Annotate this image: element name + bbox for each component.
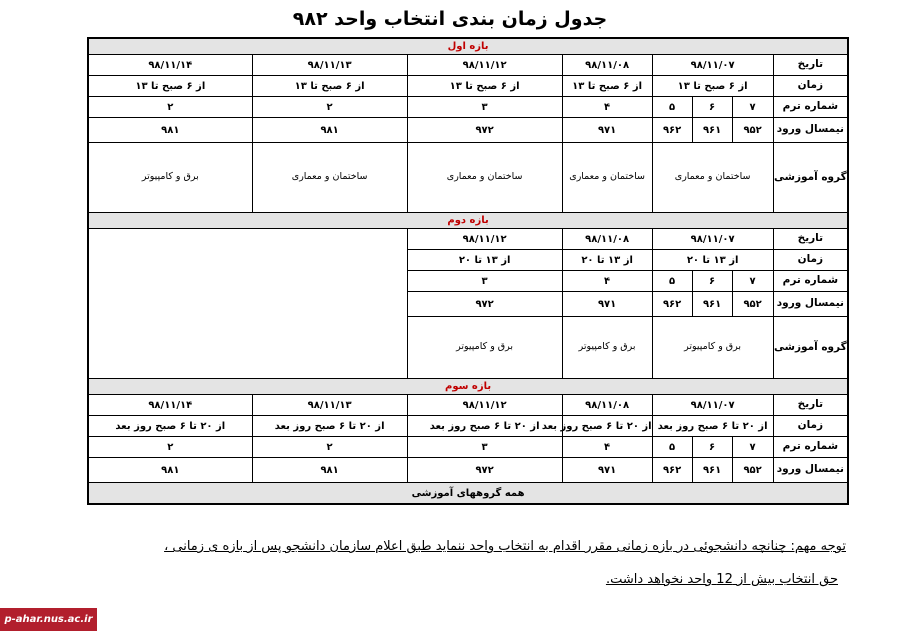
date-cell: ۹۸/۱۱/۰۷ — [652, 55, 773, 76]
term-cell: ۴ — [562, 437, 652, 458]
entry-cell: ۹۶۱ — [692, 292, 732, 317]
term-cell: ۲ — [88, 437, 252, 458]
time-cell: از ۲۰ تا ۶ صبح روز بعد — [252, 416, 407, 437]
term-cell: ۲ — [88, 97, 252, 118]
all-groups-cell: همه گروههای آموزشی — [88, 483, 848, 505]
group-cell: ساختمان و معماری — [252, 143, 407, 213]
group-label: گروه آموزشی — [773, 143, 848, 213]
important-note-line1: توجه مهم: چنانچه دانشجوئی در بازه زمانی مقرر اقدام به انتخاب واحد ننماید طبق اعلام سازمان دانشجو پس از بازه ی زمانی ، — [164, 539, 846, 554]
time-label: زمان — [773, 416, 848, 437]
date-cell: ۹۸/۱۱/۱۴ — [88, 55, 252, 76]
entry-cell: ۹۵۲ — [732, 118, 773, 143]
period1-date-row — [88, 55, 848, 76]
entry-cell: ۹۶۲ — [652, 118, 692, 143]
time-cell: از ۶ صبح تا ۱۳ — [407, 76, 562, 97]
period3-date-row — [88, 395, 848, 416]
empty-area — [88, 229, 407, 379]
period3-header-row — [88, 379, 848, 395]
important-note-line2: حق انتخاب بیش از 12 واحد نخواهد داشت. — [605, 572, 838, 587]
term-cell: ۳ — [407, 437, 562, 458]
date-cell: ۹۸/۱۱/۱۴ — [88, 395, 252, 416]
time-label: زمان — [773, 76, 848, 97]
period1-term-row — [88, 97, 848, 118]
entry-cell: ۹۷۲ — [407, 458, 562, 483]
date-cell: ۹۸/۱۱/۰۸ — [562, 55, 652, 76]
entry-cell: ۹۶۱ — [692, 118, 732, 143]
group-cell: ساختمان و معماری — [562, 143, 652, 213]
period3-entry-row — [88, 458, 848, 483]
term-cell: ۵ — [652, 437, 692, 458]
schedule-table — [87, 37, 849, 505]
period2-header-row — [88, 213, 848, 229]
date-cell: ۹۸/۱۱/۰۷ — [652, 395, 773, 416]
entry-cell: ۹۶۱ — [692, 458, 732, 483]
term-cell: ۲ — [252, 437, 407, 458]
time-cell: از ۱۳ تا ۲۰ — [407, 250, 562, 271]
term-cell: ۴ — [562, 97, 652, 118]
entry-cell: ۹۶۲ — [652, 458, 692, 483]
period3-footer-row — [88, 483, 848, 505]
period1-header: بازه اول — [88, 38, 848, 55]
term-cell: ۳ — [407, 97, 562, 118]
period1-entry-row — [88, 118, 848, 143]
entry-cell: ۹۷۱ — [562, 118, 652, 143]
period1-time-row — [88, 76, 848, 97]
entry-cell: ۹۵۲ — [732, 292, 773, 317]
entry-cell: ۹۸۱ — [252, 118, 407, 143]
term-cell: ۳ — [407, 271, 562, 292]
date-cell: ۹۸/۱۱/۱۲ — [407, 395, 562, 416]
period3-time-row — [88, 416, 848, 437]
term-cell: ۶ — [692, 271, 732, 292]
date-label: تاریخ — [773, 55, 848, 76]
term-cell: ۶ — [692, 437, 732, 458]
time-cell: از ۲۰ تا ۶ صبح روز بعد — [562, 416, 652, 437]
time-cell: از ۲۰ تا ۶ صبح روز بعد — [88, 416, 252, 437]
term-cell: ۷ — [732, 437, 773, 458]
site-watermark-badge: p-ahar.nus.ac.ir — [0, 608, 97, 631]
period3-header: بازه سوم — [88, 379, 848, 395]
time-cell: از ۱۳ تا ۲۰ — [652, 250, 773, 271]
group-label: گروه آموزشی — [773, 317, 848, 379]
time-cell: از ۶ صبح تا ۱۳ — [252, 76, 407, 97]
period2-header: بازه دوم — [88, 213, 848, 229]
period3-term-row — [88, 437, 848, 458]
period2-date-row — [88, 229, 848, 250]
entry-cell: ۹۷۲ — [407, 292, 562, 317]
term-cell: ۲ — [252, 97, 407, 118]
group-cell: برق و کامپیوتر — [88, 143, 252, 213]
period1-header-row — [88, 38, 848, 55]
time-cell: از ۲۰ تا ۶ صبح روز بعد — [652, 416, 773, 437]
date-label: تاریخ — [773, 395, 848, 416]
time-cell: از ۲۰ تا ۶ صبح روز بعد — [407, 416, 562, 437]
entry-cell: ۹۷۱ — [562, 292, 652, 317]
time-cell: از ۶ صبح تا ۱۳ — [652, 76, 773, 97]
date-cell: ۹۸/۱۱/۱۳ — [252, 55, 407, 76]
date-cell: ۹۸/۱۱/۱۳ — [252, 395, 407, 416]
date-cell: ۹۸/۱۱/۱۲ — [407, 55, 562, 76]
group-cell: ساختمان و معماری — [652, 143, 773, 213]
date-cell: ۹۸/۱۱/۰۷ — [652, 229, 773, 250]
entry-cell: ۹۸۱ — [252, 458, 407, 483]
date-cell: ۹۸/۱۱/۱۲ — [407, 229, 562, 250]
time-cell: از ۱۳ تا ۲۰ — [562, 250, 652, 271]
term-label: شماره ترم — [773, 97, 848, 118]
period1-group-row — [88, 143, 848, 213]
term-cell: ۵ — [652, 97, 692, 118]
date-cell: ۹۸/۱۱/۰۸ — [562, 395, 652, 416]
group-cell: ساختمان و معماری — [407, 143, 562, 213]
entry-cell: ۹۷۲ — [407, 118, 562, 143]
entry-label: نیمسال ورود — [773, 292, 848, 317]
time-cell: از ۶ صبح تا ۱۳ — [88, 76, 252, 97]
term-cell: ۴ — [562, 271, 652, 292]
group-cell: برق و کامپیوتر — [407, 317, 562, 379]
date-cell: ۹۸/۱۱/۰۸ — [562, 229, 652, 250]
group-cell: برق و کامپیوتر — [562, 317, 652, 379]
entry-label: نیمسال ورود — [773, 458, 848, 483]
term-cell: ۷ — [732, 97, 773, 118]
term-label: شماره ترم — [773, 271, 848, 292]
term-cell: ۵ — [652, 271, 692, 292]
entry-cell: ۹۵۲ — [732, 458, 773, 483]
entry-cell: ۹۸۱ — [88, 118, 252, 143]
page-title: جدول زمان بندی انتخاب واحد ۹۸۲ — [292, 8, 608, 30]
entry-cell: ۹۸۱ — [88, 458, 252, 483]
term-cell: ۷ — [732, 271, 773, 292]
entry-label: نیمسال ورود — [773, 118, 848, 143]
term-label: شماره ترم — [773, 437, 848, 458]
date-label: تاریخ — [773, 229, 848, 250]
term-cell: ۶ — [692, 97, 732, 118]
group-cell: برق و کامپیوتر — [652, 317, 773, 379]
time-cell: از ۶ صبح تا ۱۳ — [562, 76, 652, 97]
entry-cell: ۹۶۲ — [652, 292, 692, 317]
entry-cell: ۹۷۱ — [562, 458, 652, 483]
time-label: زمان — [773, 250, 848, 271]
